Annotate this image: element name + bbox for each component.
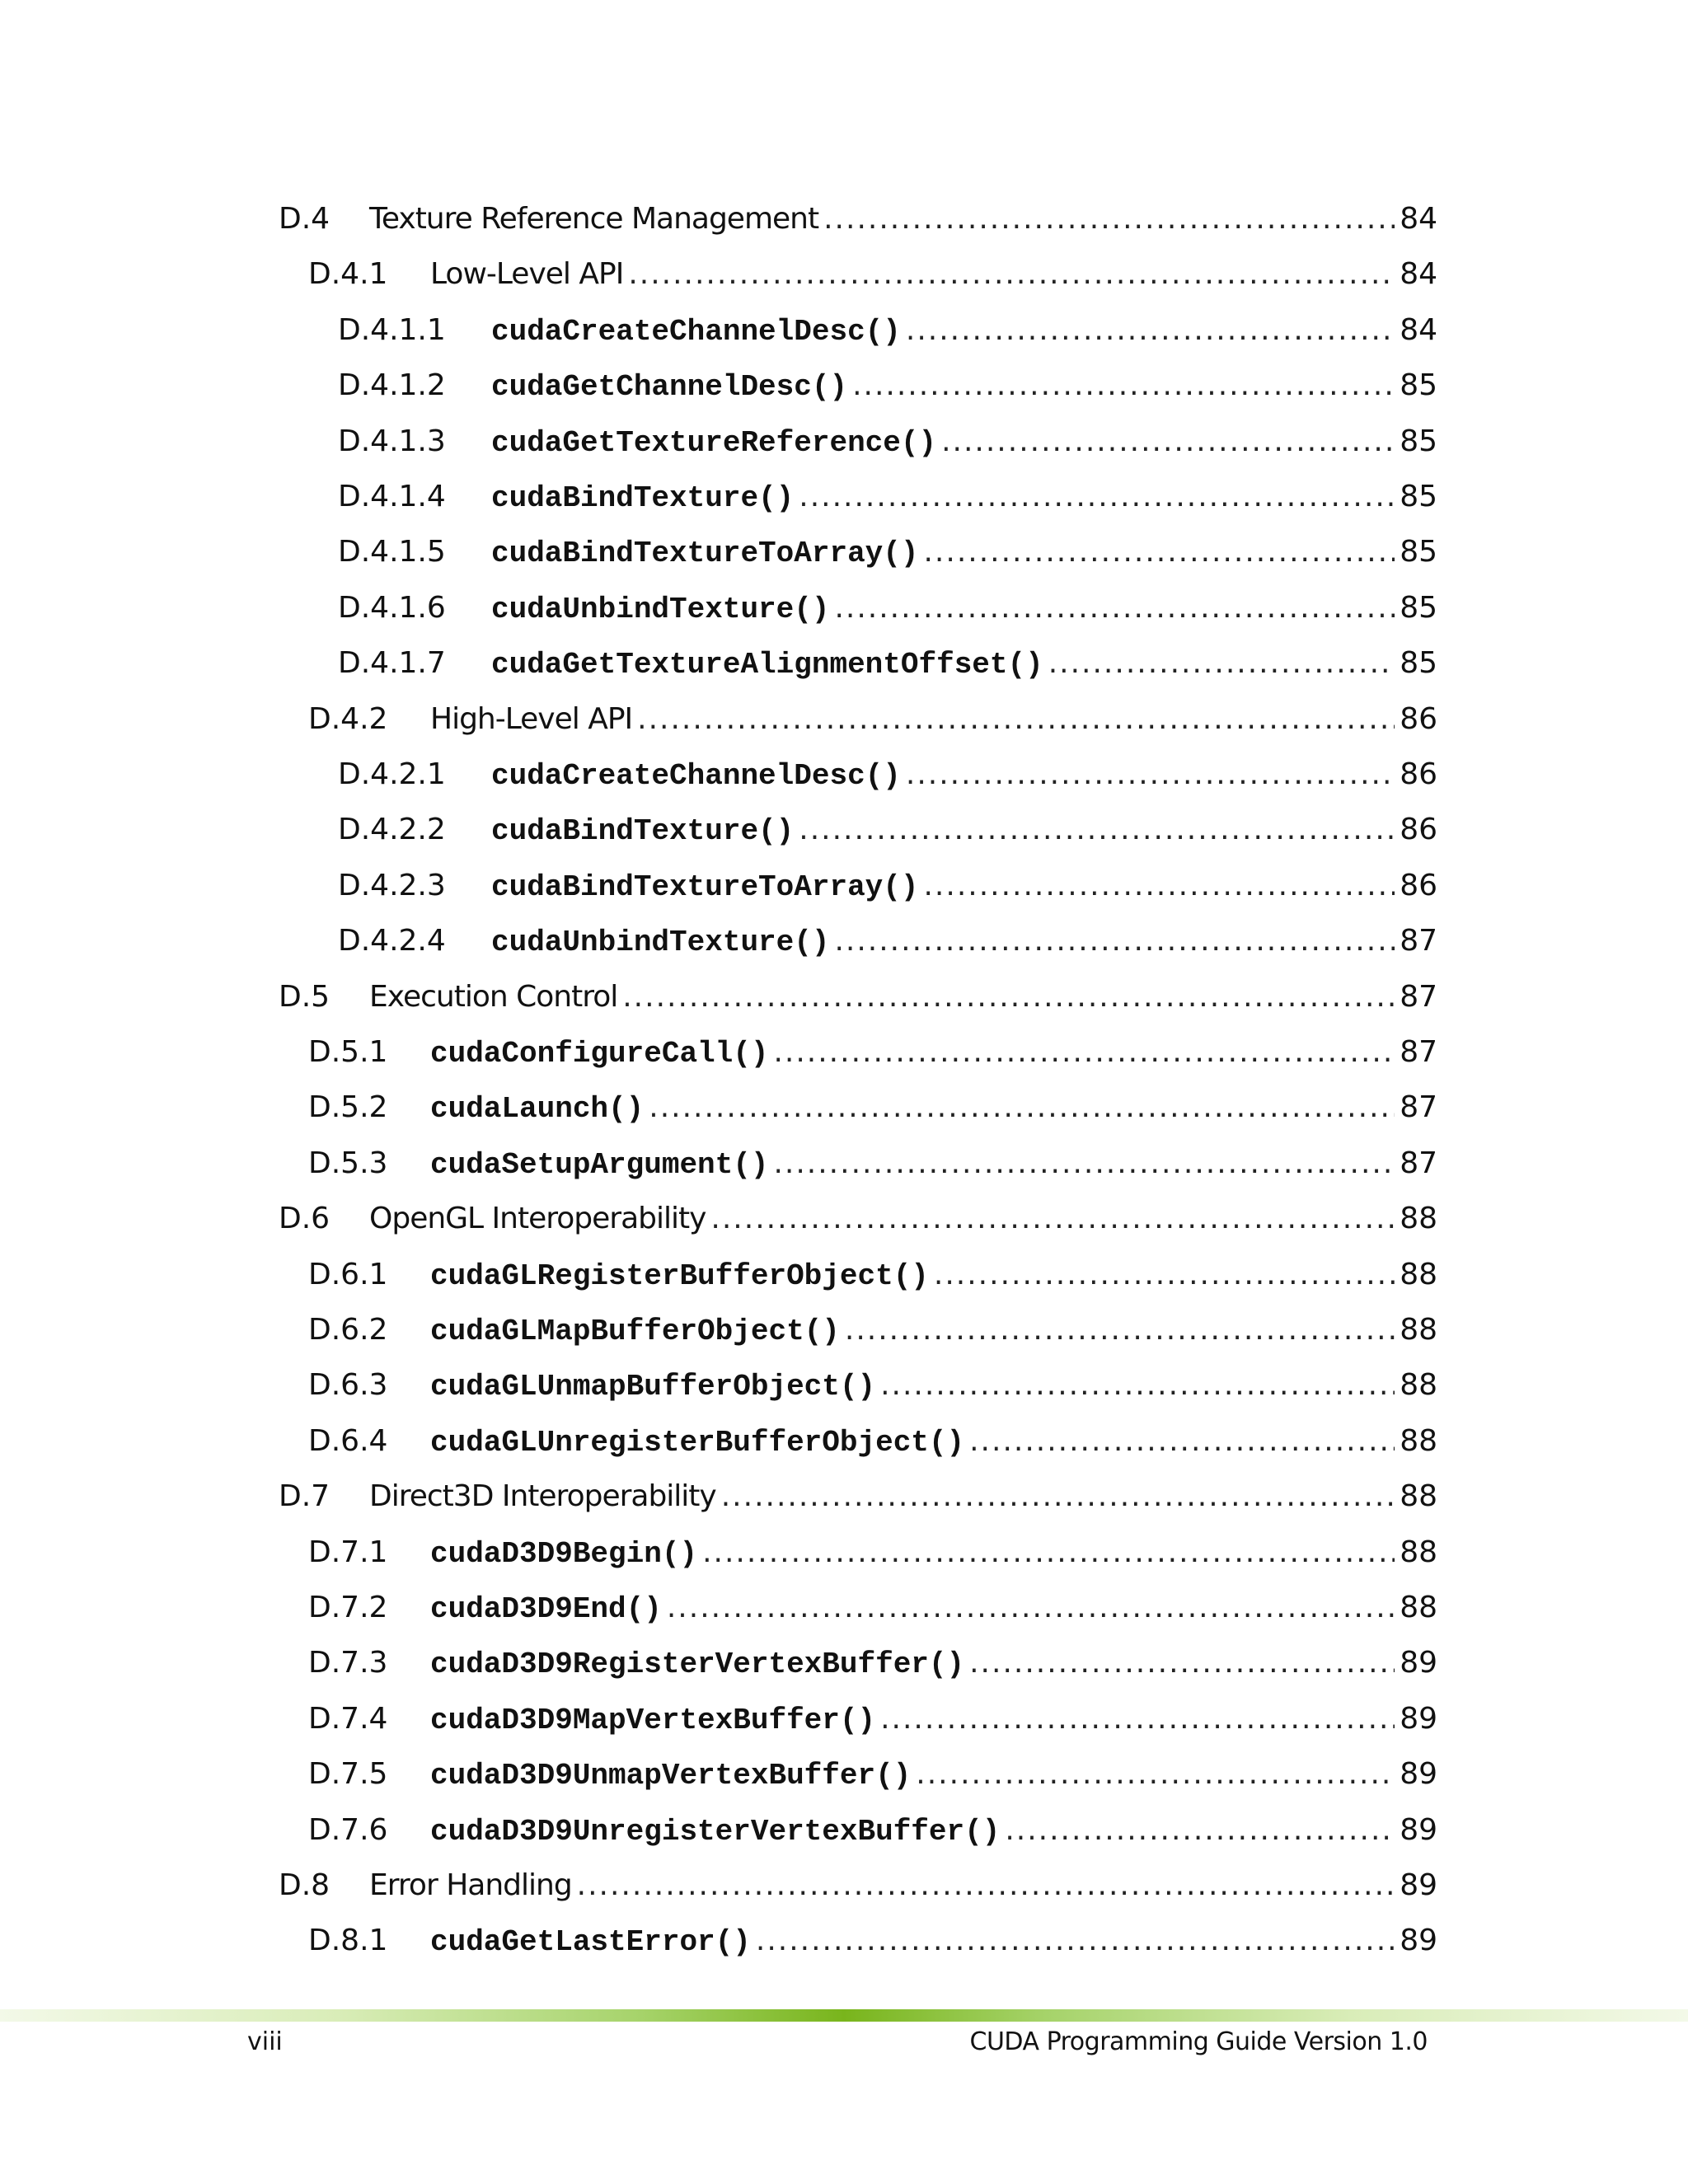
toc-dot-leader — [1048, 639, 1434, 688]
toc-entry-page: 87 — [1395, 1083, 1437, 1132]
toc-entry-title-wrap — [369, 1861, 1437, 1910]
toc-entry-page: 89 — [1395, 1694, 1437, 1744]
toc-entry-page: 85 — [1395, 361, 1437, 410]
toc-entry-page: 84 — [1395, 306, 1437, 355]
toc-entry-page: 85 — [1395, 583, 1437, 633]
toc-entry-number: D.4.1 — [308, 257, 388, 292]
toc-entry-page: 88 — [1395, 1250, 1437, 1300]
toc-entry-page: 87 — [1395, 1139, 1437, 1188]
footer-page-number: viii — [247, 2027, 283, 2056]
toc-entry-title: High-Level API — [430, 701, 633, 736]
toc-entry-number: D.6.3 — [308, 1368, 388, 1403]
toc-entry-title-wrap — [491, 583, 1437, 635]
toc-dot-leader — [702, 1528, 1434, 1577]
toc-entry-page: 85 — [1395, 639, 1437, 688]
toc-entry-title: Texture Reference Management — [369, 202, 819, 236]
toc-entry[interactable] — [0, 972, 1688, 1022]
toc-entry-page: 87 — [1395, 1028, 1437, 1077]
toc-entry-title-wrap — [430, 1417, 1437, 1468]
toc-dot-leader — [845, 1305, 1434, 1355]
toc-entry-title-wrap — [430, 1638, 1437, 1690]
toc-entry-number: D.8.1 — [308, 1924, 388, 1958]
toc-entry-page: 89 — [1395, 1916, 1437, 1966]
toc-entry-title: OpenGL Interoperability — [369, 1202, 706, 1236]
toc-entry-title: Low-Level API — [430, 257, 624, 292]
toc-entry-title-wrap — [491, 639, 1437, 690]
toc-entry-title-wrap — [430, 1305, 1437, 1357]
toc-entry-number: D.4.2.1 — [338, 757, 446, 791]
toc-entry[interactable] — [0, 1361, 1688, 1410]
toc-entry-number: D.6.1 — [308, 1257, 388, 1291]
toc-entry-page: 85 — [1395, 472, 1437, 522]
toc-entry-number: D.5 — [279, 979, 331, 1014]
toc-entry-title-wrap — [430, 1916, 1437, 1967]
toc-entry-number: D.7.5 — [308, 1757, 388, 1792]
toc-entry-title-wrap — [430, 1528, 1437, 1579]
toc-entry-title: cudaGLRegisterBufferObject() — [430, 1258, 929, 1293]
toc-entry-page: 88 — [1395, 1305, 1437, 1355]
toc-entry[interactable] — [0, 583, 1688, 633]
toc-dot-leader — [721, 1472, 1434, 1521]
toc-entry-page: 88 — [1395, 1528, 1437, 1577]
toc-entry[interactable] — [0, 361, 1688, 410]
toc-entry-title: cudaGetChannelDesc() — [491, 370, 848, 405]
toc-entry[interactable] — [0, 1638, 1688, 1688]
toc-entry-number: D.7.6 — [308, 1812, 388, 1847]
toc-entry-page: 89 — [1395, 1806, 1437, 1855]
toc-entry-page: 85 — [1395, 527, 1437, 577]
toc-dot-leader — [934, 1250, 1434, 1300]
toc-entry-title: cudaBindTextureToArray() — [491, 869, 919, 904]
toc-entry-number: D.4.1.7 — [338, 646, 446, 681]
toc-entry[interactable] — [0, 639, 1688, 688]
toc-entry-title-wrap — [369, 972, 1437, 1022]
toc-entry-title: cudaGLMapBufferObject() — [430, 1315, 840, 1348]
toc-entry-page: 89 — [1395, 1638, 1437, 1688]
toc-entry-title: cudaUnbindTexture() — [491, 926, 830, 960]
toc-entry-title: Error Handling — [369, 1868, 572, 1902]
toc-entry-number: D.4.1.3 — [338, 424, 446, 458]
toc-dot-leader — [923, 861, 1434, 911]
toc-entry-title: cudaCreateChannelDesc() — [491, 759, 901, 793]
toc-entry-title: cudaGetLastError() — [430, 1925, 751, 1960]
toc-entry-title: cudaCreateChannelDesc() — [491, 314, 901, 349]
toc-entry-page: 88 — [1395, 1361, 1437, 1410]
toc-entry-title-wrap — [430, 695, 1437, 744]
toc-entry-title-wrap — [430, 1028, 1437, 1079]
toc-dot-leader — [756, 1916, 1434, 1966]
toc-entry-number: D.7.2 — [308, 1591, 388, 1624]
toc-dot-leader — [622, 972, 1434, 1022]
toc-dot-leader — [637, 695, 1434, 744]
toc-entry[interactable] — [0, 1806, 1688, 1855]
toc-dot-leader — [880, 1361, 1434, 1410]
footer-document-title: CUDA Programming Guide Version 1.0 — [969, 2027, 1428, 2056]
toc-entry-title: cudaBindTextureToArray() — [491, 537, 919, 571]
toc-entry-number: D.4.1.1 — [338, 312, 446, 347]
toc-dot-leader — [941, 417, 1434, 466]
toc-entry[interactable] — [0, 472, 1688, 522]
toc-entry-number: D.8 — [279, 1868, 331, 1902]
toc-entry-title-wrap — [491, 916, 1437, 968]
toc-entry-page: 86 — [1395, 750, 1437, 799]
toc-entry[interactable] — [0, 1305, 1688, 1355]
toc-entry-title: cudaGLUnmapBufferObject() — [430, 1370, 876, 1404]
toc-entry-title: Execution Control — [369, 979, 618, 1014]
toc-dot-leader — [923, 527, 1434, 577]
toc-entry-number: D.7.1 — [308, 1535, 388, 1569]
toc-entry[interactable] — [0, 805, 1688, 855]
toc-entry-title-wrap — [430, 1361, 1437, 1412]
toc-entry-title: cudaBindTexture() — [491, 481, 795, 515]
toc-entry-title-wrap — [491, 472, 1437, 523]
toc-entry[interactable] — [0, 916, 1688, 966]
toc-entry[interactable] — [0, 250, 1688, 299]
toc-entry-title: cudaGetTextureReference() — [491, 425, 937, 460]
toc-entry-title-wrap — [430, 1583, 1437, 1634]
toc-entry-number: D.4.2.3 — [338, 868, 446, 902]
toc-entry-number: D.4.1.2 — [338, 368, 446, 403]
toc-dot-leader — [906, 750, 1434, 799]
toc-entry[interactable] — [0, 695, 1688, 744]
toc-entry[interactable] — [0, 750, 1688, 799]
toc-entry-page: 88 — [1395, 1472, 1437, 1521]
toc-dot-leader — [799, 805, 1434, 855]
toc-entry-title-wrap — [369, 194, 1437, 244]
toc-dot-leader — [969, 1417, 1434, 1466]
toc-entry[interactable] — [0, 194, 1688, 244]
toc-entry-title: Direct3D Interoperability — [369, 1479, 716, 1514]
toc-dot-leader — [823, 194, 1434, 244]
toc-entry-title: cudaUnbindTexture() — [491, 592, 830, 626]
toc-dot-leader — [852, 361, 1434, 410]
toc-dot-leader — [649, 1083, 1434, 1132]
toc-entry[interactable] — [0, 527, 1688, 577]
toc-entry[interactable] — [0, 1694, 1688, 1744]
toc-entry-page: 89 — [1395, 1861, 1437, 1910]
toc-entry-title: cudaD3D9End() — [430, 1592, 662, 1626]
toc-entry-title: cudaLaunch() — [430, 1092, 645, 1127]
toc-entry-title-wrap — [491, 750, 1437, 801]
toc-entry-title: cudaD3D9Begin() — [430, 1536, 698, 1571]
toc-dot-leader — [773, 1139, 1434, 1188]
toc-entry-title-wrap — [491, 306, 1437, 357]
toc-entry-number: D.6.2 — [308, 1313, 388, 1347]
toc-entry-page: 87 — [1395, 972, 1437, 1022]
toc-entry[interactable] — [0, 1750, 1688, 1799]
toc-entry-title-wrap — [369, 1472, 1437, 1521]
toc-entry-number: D.4.1.6 — [338, 590, 446, 625]
toc-entry-title-wrap — [491, 527, 1437, 579]
toc-entry-page: 86 — [1395, 695, 1437, 744]
toc-entry-title: cudaBindTexture() — [491, 814, 795, 849]
toc-entry-title-wrap — [430, 1750, 1437, 1801]
toc-dot-leader — [628, 250, 1434, 299]
toc-entry-page: 87 — [1395, 916, 1437, 966]
toc-dot-leader — [969, 1638, 1434, 1688]
toc-entry[interactable] — [0, 1583, 1688, 1633]
toc-entry-title-wrap — [430, 1250, 1437, 1301]
toc-entry-number: D.6.4 — [308, 1423, 388, 1458]
toc-entry-title-wrap — [369, 1194, 1437, 1244]
toc-entry[interactable] — [0, 306, 1688, 355]
toc-dot-leader — [916, 1750, 1434, 1799]
toc-entry-number: D.4.2.2 — [338, 813, 446, 847]
toc-entry-title-wrap — [430, 1806, 1437, 1857]
toc-entry-number: D.6 — [279, 1202, 331, 1236]
toc-entry-number: D.7.4 — [308, 1701, 388, 1736]
toc-entry-title: cudaD3D9UnregisterVertexBuffer() — [430, 1814, 1001, 1849]
toc-entry-title-wrap — [430, 1083, 1437, 1134]
toc-dot-leader — [710, 1194, 1434, 1244]
toc-entry-page: 84 — [1395, 194, 1437, 244]
toc-entry-page: 88 — [1395, 1417, 1437, 1466]
toc-entry-page: 89 — [1395, 1750, 1437, 1799]
toc-entry-number: D.4.1.4 — [338, 480, 446, 513]
toc-dot-leader — [1005, 1806, 1434, 1855]
footer-accent-bar — [0, 2009, 1688, 2022]
toc-entry[interactable] — [0, 1861, 1688, 1910]
toc-entry-page: 86 — [1395, 805, 1437, 855]
toc-entry-number: D.5.1 — [308, 1035, 388, 1069]
toc-entry[interactable] — [0, 1916, 1688, 1966]
toc-entry[interactable] — [0, 1250, 1688, 1300]
toc-entry[interactable] — [0, 1028, 1688, 1077]
toc-entry[interactable] — [0, 417, 1688, 466]
toc-entry[interactable] — [0, 1083, 1688, 1132]
toc-entry-title: cudaConfigureCall() — [430, 1037, 769, 1071]
toc-entry-title-wrap — [491, 361, 1437, 412]
toc-entry[interactable] — [0, 1139, 1688, 1188]
toc-dot-leader — [880, 1694, 1434, 1744]
toc-entry-number: D.5.2 — [308, 1090, 388, 1125]
toc-entry-number: D.7 — [279, 1479, 331, 1514]
toc-entry-number: D.4.2 — [308, 701, 388, 736]
toc-entry-title: cudaD3D9MapVertexBuffer() — [430, 1703, 876, 1737]
toc-entry-page: 85 — [1395, 417, 1437, 466]
toc-entry-title-wrap — [430, 250, 1437, 299]
toc-entry-page: 84 — [1395, 250, 1437, 299]
toc-dot-leader — [834, 583, 1434, 633]
toc-entry[interactable] — [0, 1417, 1688, 1466]
toc-entry-title: cudaD3D9UnmapVertexBuffer() — [430, 1759, 912, 1793]
toc-entry-title-wrap — [491, 417, 1437, 468]
toc-entry-number: D.5.3 — [308, 1146, 388, 1180]
toc-dot-leader — [667, 1583, 1434, 1633]
toc-entry[interactable] — [0, 861, 1688, 911]
toc-entry-title: cudaGetTextureAlignmentOffset() — [491, 648, 1043, 682]
toc-entry[interactable] — [0, 1472, 1688, 1521]
toc-entry-number: D.4.1.5 — [338, 535, 446, 569]
toc-entry-title: cudaGLUnregisterBufferObject() — [430, 1425, 965, 1460]
toc-entry-title: cudaSetupArgument() — [430, 1147, 769, 1182]
toc-dot-leader — [799, 472, 1434, 522]
toc-entry-title-wrap — [430, 1139, 1437, 1190]
toc-dot-leader — [906, 306, 1434, 355]
toc-entry[interactable] — [0, 1194, 1688, 1244]
toc-entry-number: D.4.2.4 — [338, 924, 446, 958]
toc-entry-title-wrap — [491, 805, 1437, 856]
toc-entry[interactable] — [0, 1528, 1688, 1577]
toc-dot-leader — [773, 1028, 1434, 1077]
toc-entry-number: D.4 — [279, 202, 331, 236]
toc-dot-leader — [577, 1861, 1434, 1910]
toc-entry-title-wrap — [430, 1694, 1437, 1746]
toc-entry-page: 88 — [1395, 1583, 1437, 1633]
toc-entry-title-wrap — [491, 861, 1437, 912]
toc-entry-page: 88 — [1395, 1194, 1437, 1244]
toc-dot-leader — [834, 916, 1434, 966]
toc-entry-title: cudaD3D9RegisterVertexBuffer() — [430, 1647, 965, 1682]
toc-entry-number: D.7.3 — [308, 1646, 388, 1680]
toc-entry-page: 86 — [1395, 861, 1437, 911]
